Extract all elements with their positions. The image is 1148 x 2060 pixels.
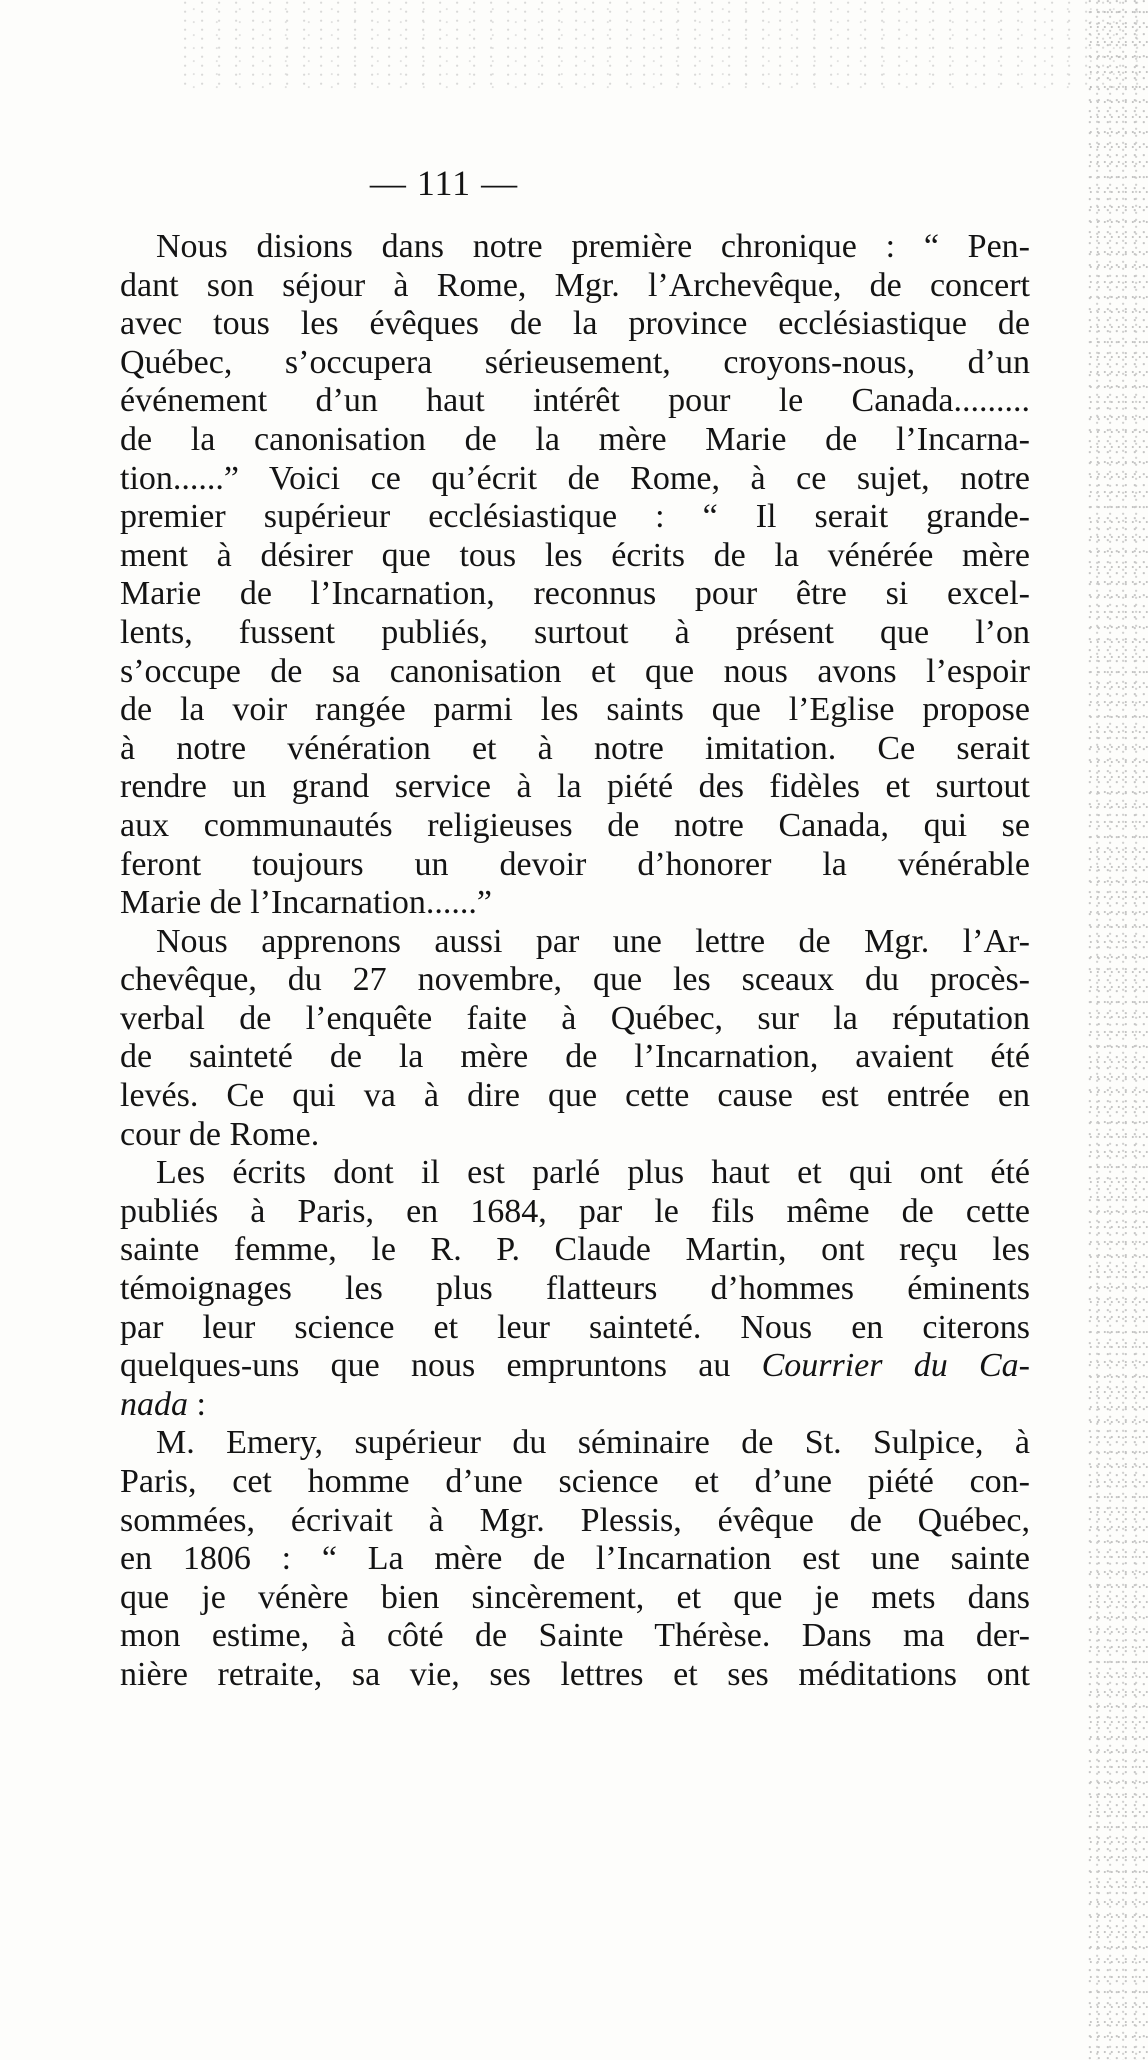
text-line: Les écrits dont il est parlé plus haut et qui ont été — [156, 1154, 1030, 1192]
text-line: nière retraite, sa vie, ses lettres et ses méditations ont — [120, 1655, 1030, 1693]
scan-noise-edge — [1088, 0, 1148, 2060]
text-line: cour de Rome. — [120, 1115, 320, 1153]
text-line: publiés à Paris, en 1684, par le fils même de cette — [120, 1192, 1030, 1230]
text-line: dant son séjour à Rome, Mgr. l’Archevêque, de concert — [120, 266, 1030, 304]
text-line: Nous disions dans notre première chronique : “ Pen- — [156, 228, 1030, 265]
text-line: levés. Ce qui va à dire que cette cause est entrée en — [120, 1077, 1030, 1115]
text-line: chevêque, du 27 novembre, que les sceaux du procès- — [120, 961, 1030, 999]
text-line: à notre vénération et à notre imitation. Ce serait — [120, 729, 1030, 767]
text-line: avec tous les évêques de la province ecclésiastique de — [120, 305, 1030, 343]
italic-title: Courrier du Ca- — [761, 1347, 1030, 1385]
text-line: quelques-uns que nous empruntons au Courrier du Ca- — [120, 1347, 1030, 1385]
text-line: sainte femme, le R. P. Claude Martin, ont reçu les — [120, 1231, 1030, 1269]
italic-title: nada — [120, 1385, 188, 1423]
scan-noise-top — [180, 0, 1140, 90]
text-line: feront toujours un devoir d’honorer la vénérable — [120, 845, 1030, 883]
text-line: témoignages les plus flatteurs d’hommes éminents — [120, 1270, 1030, 1308]
text-line: s’occupe de sa canonisation et que nous avons l’espoir — [120, 652, 1030, 690]
text-line: Marie de l’Incarnation, reconnus pour être si excel- — [120, 575, 1030, 613]
text-line: sommées, écrivait à Mgr. Plessis, évêque de Québec, — [120, 1501, 1030, 1539]
text-line: rendre un grand service à la piété des fidèles et surtout — [120, 768, 1030, 806]
text-line: verbal de l’enquête faite à Québec, sur la réputation — [120, 999, 1030, 1037]
text-line: lents, fussent publiés, surtout à présent que l’on — [120, 613, 1030, 651]
text-line: événement d’un haut intérêt pour le Canada......... — [120, 382, 1030, 420]
text-line: tion......” Voici ce qu’écrit de Rome, à ce sujet, notre — [120, 459, 1030, 497]
text-line: en 1806 : “ La mère de l’Incarnation est une sainte — [120, 1540, 1030, 1578]
text-line: de la canonisation de la mère Marie de l’Incarna- — [120, 420, 1030, 458]
text-line: ment à désirer que tous les écrits de la vénérée mère — [120, 536, 1030, 574]
text-line: mon estime, à côté de Sainte Thérèse. Dans ma der- — [120, 1617, 1030, 1655]
text-line: de la voir rangée parmi les saints que l’Eglise propose — [120, 691, 1030, 729]
text-line: de sainteté de la mère de l’Incarnation, avaient été — [120, 1038, 1030, 1076]
text-line: Paris, cet homme d’une science et d’une piété con- — [120, 1463, 1030, 1500]
text-line: par leur science et leur sainteté. Nous en citerons — [120, 1308, 1030, 1346]
page-number: — 111 — — [369, 163, 519, 203]
text-line: Marie de l’Incarnation......” — [120, 884, 492, 922]
body-text — [120, 228, 1030, 1695]
text-line: que je vénère bien sincèrement, et que je mets dans — [120, 1578, 1030, 1616]
text-line: premier supérieur ecclésiastique : “ Il serait grande- — [120, 498, 1030, 536]
text-line: Nous apprenons aussi par une lettre de Mgr. l’Ar- — [156, 922, 1030, 960]
text-line: Québec, s’occupera sérieusement, croyons-nous, d’un — [120, 343, 1030, 381]
text-line: aux communautés religieuses de notre Canada, qui se — [120, 806, 1030, 844]
text-line: nada : — [120, 1385, 206, 1423]
text-line: M. Emery, supérieur du séminaire de St. Sulpice, à — [156, 1424, 1030, 1462]
